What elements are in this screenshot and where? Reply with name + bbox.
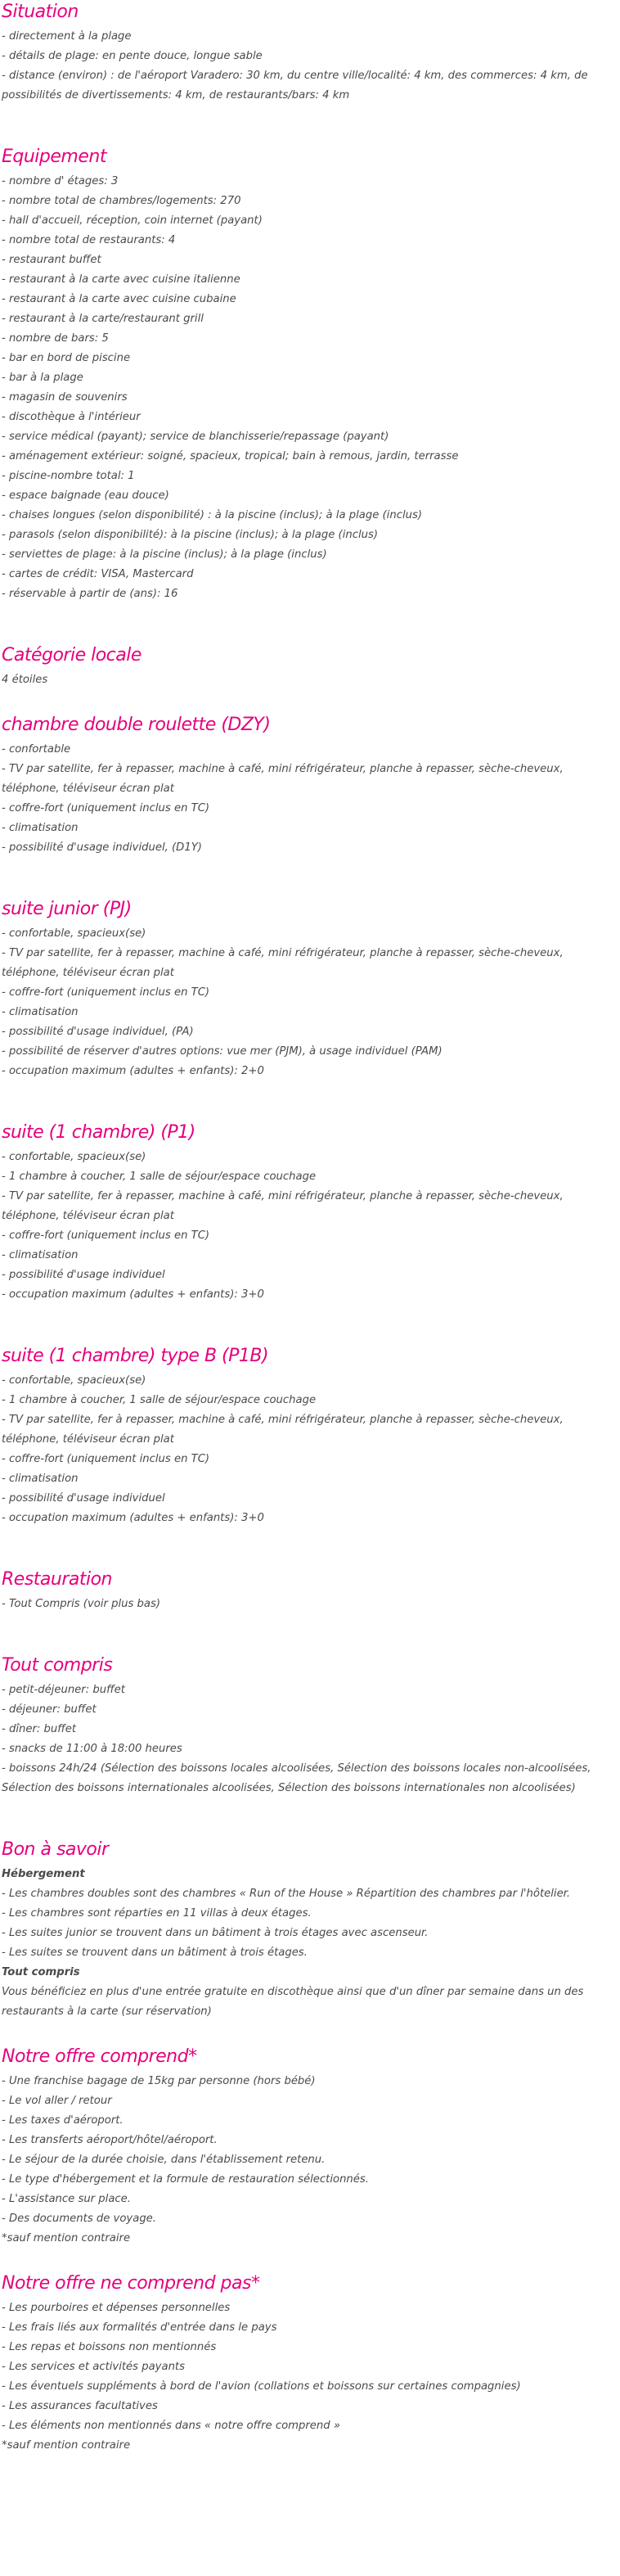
text-line: - discothèque à l'intérieur bbox=[2, 411, 141, 423]
text-line: - occupation maximum (adultes + enfants): 3+0 bbox=[2, 1512, 264, 1524]
section-room-p1 bbox=[2, 1121, 618, 1305]
section-lines bbox=[2, 670, 618, 690]
text-line: - Les éventuels suppléments à bord de l'avion (collations et boissons sur certaines compagnies) bbox=[2, 2380, 521, 2393]
section-bon-a-savoir bbox=[2, 1838, 618, 2022]
text-line: - TV par satellite, fer à repasser, machine à café, mini réfrigérateur, planche à repasser, sèche-cheveux, téléphone, téléviseur écran plat bbox=[2, 1414, 564, 1446]
text-line: - réservable à partir de (ans): 16 bbox=[2, 588, 178, 600]
text-line: - Les services et activités payants bbox=[2, 2361, 185, 2373]
text-line: - coffre-fort (uniquement inclus en TC) bbox=[2, 802, 210, 814]
text-line: - boissons 24h/24 (Sélection des boissons locales alcoolisées, Sélection des boissons locales non-alcoolisées, Sélection des boissons internationales alcoolisées, Sélection des boissons internationales non alcoolisées) bbox=[2, 1762, 591, 1794]
text-line: - hall d'accueil, réception, coin internet (payant) bbox=[2, 214, 263, 227]
text-line: - coffre-fort (uniquement inclus en TC) bbox=[2, 986, 210, 999]
section-room-p1b bbox=[2, 1344, 618, 1528]
section-title: Situation bbox=[2, 2, 79, 22]
text-line: - petit-déjeuner: buffet bbox=[2, 1684, 125, 1696]
section-room-pj bbox=[2, 897, 618, 1081]
text-line: - chaises longues (selon disponibilité) : à la piscine (inclus); à la plage (inclus) bbox=[2, 509, 422, 521]
text-line: - possibilité d'usage individuel, (D1Y) bbox=[2, 841, 202, 854]
text-line: - directement à la plage bbox=[2, 30, 132, 43]
section-title: suite (1 chambre) (P1) bbox=[2, 1122, 195, 1143]
subheading-tout-compris: Tout compris bbox=[2, 1966, 80, 1978]
section-lines bbox=[2, 924, 618, 1081]
text-line: - confortable bbox=[2, 743, 71, 756]
section-offre-non bbox=[2, 2271, 618, 2456]
text-line: - serviettes de plage: à la piscine (inclus); à la plage (inclus) bbox=[2, 548, 327, 561]
text-line: - TV par satellite, fer à repasser, machine à café, mini réfrigérateur, planche à repasser, sèche-cheveux, téléphone, téléviseur écran plat bbox=[2, 947, 564, 979]
section-categorie bbox=[2, 643, 618, 690]
text-line: - restaurant buffet bbox=[2, 254, 101, 266]
section-offre bbox=[2, 2045, 618, 2249]
text-line: - restaurant à la carte avec cuisine italienne bbox=[2, 273, 240, 286]
text-line: - service médical (payant); service de blanchisserie/repassage (payant) bbox=[2, 431, 389, 443]
section-lines bbox=[2, 1983, 618, 2022]
text-line: - Les repas et boissons non mentionnés bbox=[2, 2341, 217, 2353]
section-title: suite (1 chambre) type B (P1B) bbox=[2, 1346, 269, 1366]
section-lines bbox=[2, 740, 618, 858]
section-title: Notre offre comprend* bbox=[2, 2046, 197, 2067]
text-line: - bar à la plage bbox=[2, 372, 83, 384]
text-line: - nombre d' étages: 3 bbox=[2, 175, 119, 187]
text-line: - nombre total de chambres/logements: 270 bbox=[2, 195, 241, 207]
text-line: *sauf mention contraire bbox=[2, 2232, 131, 2244]
text-line: - possibilité d'usage individuel bbox=[2, 1492, 165, 1505]
text-line: - TV par satellite, fer à repasser, machine à café, mini réfrigérateur, planche à repasser, sèche-cheveux, téléphone, téléviseur écran plat bbox=[2, 1190, 564, 1222]
text-line: - Les chambres doubles sont des chambres « Run of the House » Répartition des chambres par l'hôtelier. bbox=[2, 1888, 571, 1900]
text-line: - dîner: buffet bbox=[2, 1723, 77, 1735]
section-title: Equipement bbox=[2, 147, 106, 167]
text-line: - détails de plage: en pente douce, longue sable bbox=[2, 50, 263, 62]
section-title: chambre double roulette (DZY) bbox=[2, 715, 271, 735]
text-line: - occupation maximum (adultes + enfants): 2+0 bbox=[2, 1065, 264, 1077]
text-line: - Les suites se trouvent dans un bâtiment à trois étages. bbox=[2, 1947, 308, 1959]
section-lines bbox=[2, 1884, 618, 1963]
section-lines bbox=[2, 172, 618, 604]
text-line: - possibilité d'usage individuel bbox=[2, 1269, 165, 1281]
text-line: - Les assurances facultatives bbox=[2, 2400, 158, 2412]
text-line: - climatisation bbox=[2, 1249, 79, 1261]
section-tout-compris bbox=[2, 1653, 618, 1798]
section-lines bbox=[2, 27, 618, 106]
text-line: - Les suites junior se trouvent dans un bâtiment à trois étages avec ascenseur. bbox=[2, 1927, 429, 1939]
section-lines bbox=[2, 1595, 618, 1614]
text-line: - confortable, spacieux(se) bbox=[2, 1151, 146, 1163]
section-lines bbox=[2, 2299, 618, 2456]
text-line: 4 étoiles bbox=[2, 674, 48, 686]
text-line: - déjeuner: buffet bbox=[2, 1703, 97, 1716]
text-line: - cartes de crédit: VISA, Mastercard bbox=[2, 568, 194, 580]
text-line: - parasols (selon disponibilité): à la piscine (inclus); à la plage (inclus) bbox=[2, 529, 379, 541]
text-line: - aménagement extérieur: soigné, spacieux, tropical; bain à remous, jardin, terrasse bbox=[2, 450, 459, 462]
section-title: Tout compris bbox=[2, 1655, 113, 1676]
text-line: - coffre-fort (uniquement inclus en TC) bbox=[2, 1453, 210, 1465]
section-restauration bbox=[2, 1568, 618, 1614]
text-line: - espace baignade (eau douce) bbox=[2, 489, 169, 502]
text-line: - occupation maximum (adultes + enfants): 3+0 bbox=[2, 1288, 264, 1301]
text-line: - Le type d'hébergement et la formule de restauration sélectionnés. bbox=[2, 2173, 369, 2186]
text-line: - climatisation bbox=[2, 822, 79, 834]
text-line: - snacks de 11:00 à 18:00 heures bbox=[2, 1743, 182, 1755]
text-line: - Les frais liés aux formalités d'entrée dans le pays bbox=[2, 2321, 277, 2334]
subheading-hebergement: Hébergement bbox=[2, 1868, 85, 1880]
text-line: - nombre total de restaurants: 4 bbox=[2, 234, 176, 246]
text-line: - Le séjour de la durée choisie, dans l'établissement retenu. bbox=[2, 2154, 326, 2166]
section-title: Bon à savoir bbox=[2, 1839, 109, 1860]
text-line: - Tout Compris (voir plus bas) bbox=[2, 1598, 161, 1610]
text-line: - Les éléments non mentionnés dans « notre offre comprend » bbox=[2, 2420, 340, 2432]
section-title: suite junior (PJ) bbox=[2, 899, 132, 919]
text-line: - nombre de bars: 5 bbox=[2, 332, 109, 345]
text-line: - 1 chambre à coucher, 1 salle de séjour/espace couchage bbox=[2, 1171, 317, 1183]
text-line: - restaurant à la carte avec cuisine cubaine bbox=[2, 293, 236, 305]
text-line: Vous bénéficiez en plus d'une entrée gratuite en discothèque ainsi que d'un dîner par semaine dans un des restaurants à la carte (sur réservation) bbox=[2, 1986, 584, 2018]
text-line: - coffre-fort (uniquement inclus en TC) bbox=[2, 1229, 210, 1242]
section-lines bbox=[2, 1371, 618, 1528]
section-title: Notre offre ne comprend pas* bbox=[2, 2273, 260, 2294]
section-lines bbox=[2, 1148, 618, 1305]
section-title: Restauration bbox=[2, 1569, 113, 1590]
text-line: - possibilité d'usage individuel, (PA) bbox=[2, 1026, 194, 1038]
text-line: - 1 chambre à coucher, 1 salle de séjour/espace couchage bbox=[2, 1394, 317, 1406]
section-lines bbox=[2, 1680, 618, 1798]
text-line: - L'assistance sur place. bbox=[2, 2193, 131, 2205]
text-line: - distance (environ) : de l'aéroport Varadero: 30 km, du centre ville/localité: 4 km, des commerces: 4 km, de possibilités de divertissements: 4 km, de restaurants/bars: 4 km bbox=[2, 70, 588, 102]
text-line: - possibilité de réserver d'autres options: vue mer (PJM), à usage individuel (PAM) bbox=[2, 1045, 443, 1058]
text-line: - magasin de souvenirs bbox=[2, 391, 128, 404]
text-line: - climatisation bbox=[2, 1006, 79, 1018]
text-line: - Le vol aller / retour bbox=[2, 2095, 112, 2107]
text-line: - confortable, spacieux(se) bbox=[2, 927, 146, 940]
section-equipement bbox=[2, 145, 618, 604]
text-line: - restaurant à la carte/restaurant grill bbox=[2, 313, 204, 325]
text-line: - Des documents de voyage. bbox=[2, 2213, 156, 2225]
text-line: - Les chambres sont réparties en 11 villas à deux étages. bbox=[2, 1907, 312, 1920]
section-situation bbox=[2, 0, 618, 106]
text-line: - confortable, spacieux(se) bbox=[2, 1374, 146, 1387]
text-line: - Les taxes d'aéroport. bbox=[2, 2114, 124, 2127]
section-lines bbox=[2, 2072, 618, 2249]
text-line: - piscine-nombre total: 1 bbox=[2, 470, 135, 482]
text-line: - climatisation bbox=[2, 1473, 79, 1485]
text-line: - TV par satellite, fer à repasser, machine à café, mini réfrigérateur, planche à repasser, sèche-cheveux, téléphone, téléviseur écran plat bbox=[2, 763, 564, 795]
text-line: *sauf mention contraire bbox=[2, 2439, 131, 2452]
text-line: - Les pourboires et dépenses personnelles bbox=[2, 2302, 231, 2314]
section-room-dzy bbox=[2, 713, 618, 858]
text-line: - bar en bord de piscine bbox=[2, 352, 131, 364]
section-title: Catégorie locale bbox=[2, 645, 142, 665]
text-line: - Une franchise bagage de 15kg par personne (hors bébé) bbox=[2, 2075, 316, 2087]
text-line: - Les transferts aéroport/hôtel/aéroport. bbox=[2, 2134, 218, 2146]
